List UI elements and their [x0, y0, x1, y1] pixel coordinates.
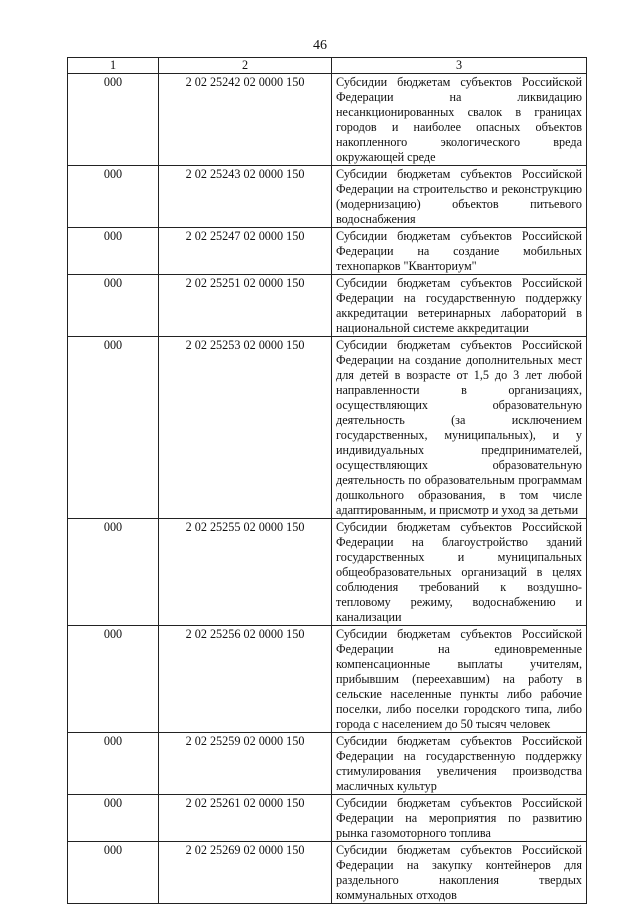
- admin-code-cell: 000: [68, 74, 159, 166]
- column-header-1: 1: [68, 58, 159, 74]
- table-row: [68, 842, 587, 904]
- description-cell: Субсидии бюджетам субъектов Российской Федерации на строительство и реконструкцию (модернизацию) объектов питьевого водоснабжения: [332, 166, 587, 228]
- budget-code-table: [67, 57, 587, 904]
- description-cell: Субсидии бюджетам субъектов Российской Федерации на мероприятия по развитию рынка газомоторного топлива: [332, 795, 587, 842]
- budget-code-cell: 2 02 25242 02 0000 150: [159, 74, 332, 166]
- admin-code-cell: 000: [68, 795, 159, 842]
- description-cell: Субсидии бюджетам субъектов Российской Федерации на закупку контейнеров для раздельного накопления твердых коммунальных отходов: [332, 842, 587, 904]
- admin-code-cell: 000: [68, 519, 159, 626]
- description-cell: Субсидии бюджетам субъектов Российской Федерации на создание дополнительных мест для детей в возрасте от 1,5 до 3 лет любой направленности в организациях, осуществляющих образовательную деятельность (за исключением государственных, муниципальных), и у индивидуальных предпринимателей, осуществляющих образовательную деятельность по образовательным программам дошкольного образования, в том числе адаптированным, и присмотр и уход за детьми: [332, 337, 587, 519]
- admin-code-cell: 000: [68, 228, 159, 275]
- table-row: [68, 166, 587, 228]
- column-header-3: 3: [332, 58, 587, 74]
- table-row: [68, 337, 587, 519]
- page-number: 46: [313, 38, 327, 53]
- description-cell: Субсидии бюджетам субъектов Российской Федерации на ликвидацию несанкционированных свалок в границах городов и наиболее опасных объектов накопленного экологического вреда окружающей среде: [332, 74, 587, 166]
- description-cell: Субсидии бюджетам субъектов Российской Федерации на государственную поддержку аккредитации ветеринарных лабораторий в национальной системе аккредитации: [332, 275, 587, 337]
- table-row: [68, 519, 587, 626]
- budget-code-cell: 2 02 25259 02 0000 150: [159, 733, 332, 795]
- budget-code-cell: 2 02 25256 02 0000 150: [159, 626, 332, 733]
- table-row: [68, 228, 587, 275]
- table-header-row: [68, 58, 587, 74]
- description-cell: Субсидии бюджетам субъектов Российской Федерации на благоустройство зданий государственных и муниципальных общеобразовательных организаций в целях соблюдения требований к воздушно-тепловому режиму, водоснабжению и канализации: [332, 519, 587, 626]
- admin-code-cell: 000: [68, 842, 159, 904]
- budget-code-cell: 2 02 25243 02 0000 150: [159, 166, 332, 228]
- budget-code-cell: 2 02 25255 02 0000 150: [159, 519, 332, 626]
- table-row: [68, 795, 587, 842]
- budget-code-cell: 2 02 25253 02 0000 150: [159, 337, 332, 519]
- budget-code-cell: 2 02 25251 02 0000 150: [159, 275, 332, 337]
- column-header-2: 2: [159, 58, 332, 74]
- table-row: [68, 74, 587, 166]
- table-row: [68, 626, 587, 733]
- budget-code-cell: 2 02 25269 02 0000 150: [159, 842, 332, 904]
- description-cell: Субсидии бюджетам субъектов Российской Федерации на единовременные компенсационные выплаты учителям, прибывшим (переехавшим) на работу в сельские населенные пункты либо рабочие поселки, либо поселки городского типа, либо города с населением до 50 тысяч человек: [332, 626, 587, 733]
- budget-code-cell: 2 02 25261 02 0000 150: [159, 795, 332, 842]
- table-row: [68, 275, 587, 337]
- description-cell: Субсидии бюджетам субъектов Российской Федерации на государственную поддержку стимулирования увеличения производства масличных культур: [332, 733, 587, 795]
- table-row: [68, 733, 587, 795]
- description-cell: Субсидии бюджетам субъектов Российской Федерации на создание мобильных технопарков "Кванториум": [332, 228, 587, 275]
- budget-code-cell: 2 02 25247 02 0000 150: [159, 228, 332, 275]
- admin-code-cell: 000: [68, 626, 159, 733]
- admin-code-cell: 000: [68, 733, 159, 795]
- admin-code-cell: 000: [68, 166, 159, 228]
- admin-code-cell: 000: [68, 275, 159, 337]
- admin-code-cell: 000: [68, 337, 159, 519]
